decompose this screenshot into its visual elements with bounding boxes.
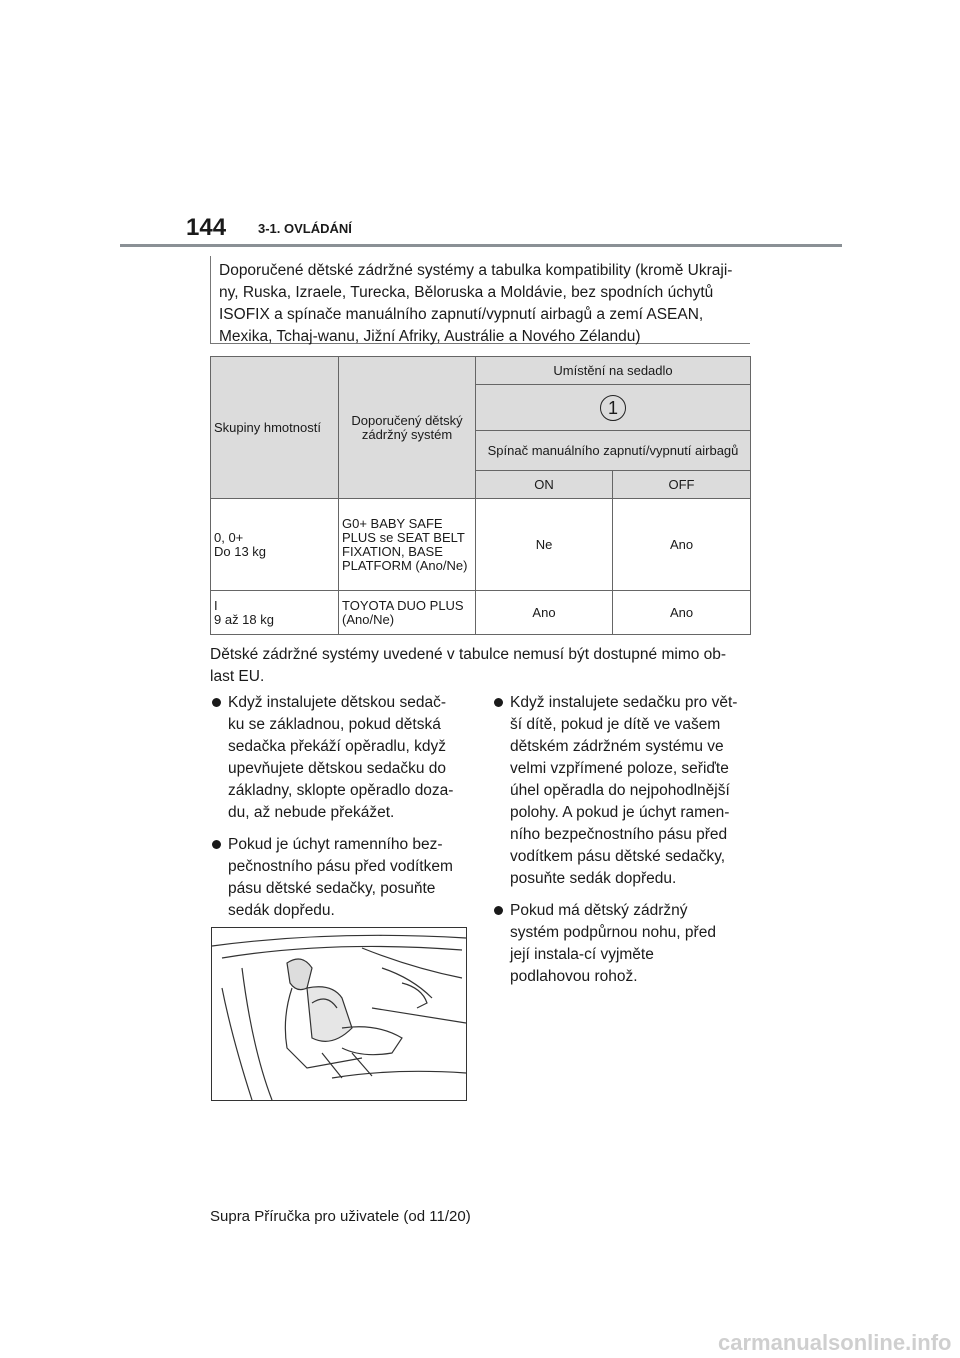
on-cell: Ano bbox=[476, 591, 613, 635]
header-seat-position: Umístění na sedadlo bbox=[476, 357, 751, 385]
header-recommended-system: Doporučený dětský zádržný systém bbox=[339, 357, 476, 499]
weight-group-cell bbox=[211, 499, 339, 591]
child-seat-drawing bbox=[212, 928, 466, 1100]
header-divider bbox=[120, 244, 842, 247]
header-seat-number bbox=[476, 385, 751, 431]
intro-text: Doporučené dětské zádržné systémy a tabulka kompatibility (kromě Ukraji-ny, Ruska, Izraele, Turecka, Běloruska a Moldávie, bez spodních úchytů ISOFIX a spínače manuálního zapnutí/vypnutí airbagů a zemí ASEAN, Mexika, Tchaj-wanu, Jižní Afriky, Austrálie a Nového Zélandu) bbox=[210, 256, 750, 344]
weight-group-range: 9 až 18 kg bbox=[214, 611, 274, 627]
system-cell: TOYOTA DUO PLUS (Ano/Ne) bbox=[339, 591, 476, 635]
on-cell: Ne bbox=[476, 499, 613, 591]
watermark: carmanualsonline.info bbox=[718, 1330, 952, 1355]
table-row bbox=[211, 591, 751, 635]
left-column bbox=[210, 692, 456, 932]
footer-text: Supra Příručka pro uživatele (od 11/20) bbox=[210, 1208, 471, 1225]
off-cell: Ano bbox=[613, 499, 751, 591]
list-item: Když instalujete dětskou sedač-ku se základnou, pokud dětská sedačka překáží opěradlu, když upevňujete dětskou sedačku do základny, sklopte opěradlo doza-du, až nebude překážet. bbox=[210, 692, 456, 824]
list-item: Když instalujete sedačku pro vět-ší dítě, pokud je dítě ve vašem dětském zádržném systému ve velmi vzpřímené poloze, seřiďte úhel opěradla do nejpohodlnější polohy. A pokud je úchyt ramen-ního bezpečnostního pásu před vodítkem pásu dětské sedačky, posuňte sedák dopředu. bbox=[492, 692, 738, 890]
list-item: Pokud je úchyt ramenního bez-pečnostního pásu před vodítkem pásu dětské sedačky, posuňte sedák dopředu. bbox=[210, 834, 456, 922]
off-cell: Ano bbox=[613, 591, 751, 635]
header-airbag-switch: Spínač manuálního zapnutí/vypnutí airbagů bbox=[476, 431, 751, 471]
list-item: Pokud má dětský zádržný systém podpůrnou nohu, před její instala-cí vyjměte podlahovou rohož. bbox=[492, 900, 738, 988]
compatibility-table bbox=[210, 356, 751, 635]
page-number: 144 bbox=[186, 214, 227, 241]
weight-group-cell bbox=[211, 591, 339, 635]
system-cell: G0+ BABY SAFE PLUS se SEAT BELT FIXATION, BASE PLATFORM (Ano/Ne) bbox=[339, 499, 476, 591]
child-seat-illustration bbox=[211, 927, 467, 1101]
header-off: OFF bbox=[613, 471, 751, 499]
availability-note: Dětské zádržné systémy uvedené v tabulce nemusí být dostupné mimo ob-last EU. bbox=[210, 646, 727, 685]
weight-group-label: 0, 0+ bbox=[214, 529, 244, 545]
seat-number-circle: 1 bbox=[600, 395, 626, 421]
header-weight-groups: Skupiny hmotností bbox=[211, 357, 339, 499]
weight-group-range: Do 13 kg bbox=[214, 543, 267, 559]
weight-group-label: I bbox=[214, 597, 218, 613]
chapter-title: 3-1. OVLÁDÁNÍ bbox=[258, 221, 352, 236]
right-column bbox=[492, 692, 738, 998]
table-row bbox=[211, 499, 751, 591]
header-on: ON bbox=[476, 471, 613, 499]
